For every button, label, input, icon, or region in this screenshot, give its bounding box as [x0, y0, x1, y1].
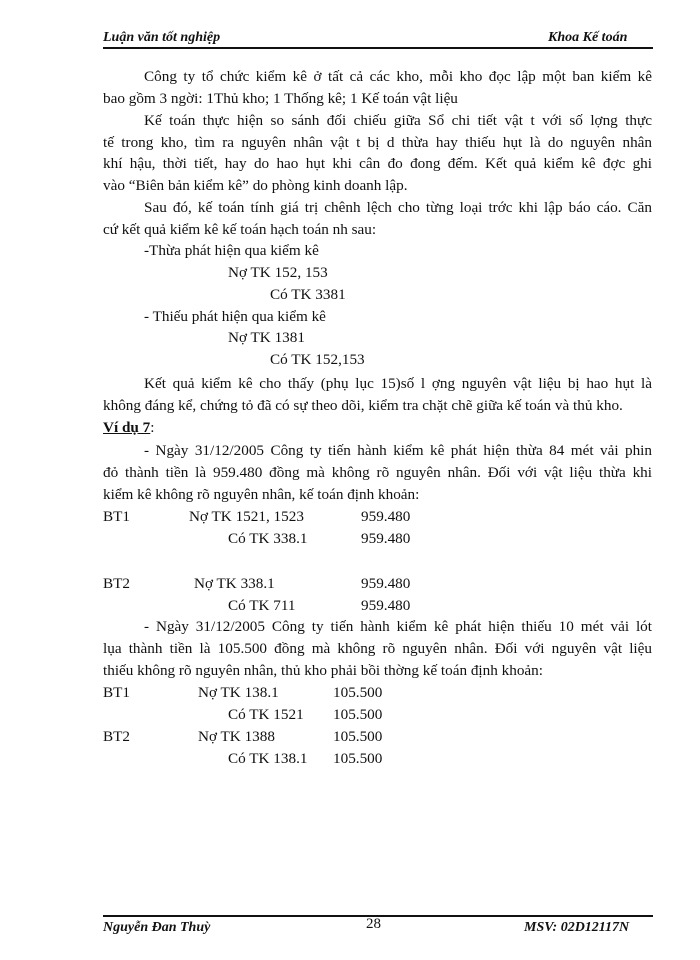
p5-line-2: đỏ thành tiền là 959.480 đồng mà không rõ nguyên nhân. Đối với vật liệu thừa khi	[103, 464, 652, 481]
surplus-credit: Có TK 3381	[270, 286, 346, 303]
surplus-bt2-debit: Nợ TK 338.1	[194, 575, 275, 592]
surplus-bt2-debit-amount: 959.480	[361, 575, 411, 592]
surplus-bt2-credit-amount: 959.480	[361, 597, 411, 614]
p3-line-2: cứ kết quả kiểm kê kế toán hạch toán nh sau:	[103, 221, 377, 238]
surplus-bt1-debit: Nợ TK 1521, 1523	[189, 508, 304, 525]
p5-line-3: kiểm kê không rõ nguyên nhân, kế toán định khoản:	[103, 486, 420, 503]
shortage-bt2-label: BT2	[103, 728, 131, 745]
p4-line-2: không đáng kể, chứng tỏ đã có sự theo dõi, kiểm tra chặt chẽ giữa kế toán và thủ kho.	[103, 397, 623, 414]
example-heading	[103, 418, 155, 438]
shortage-credit: Có TK 152,153	[270, 351, 365, 368]
header-rule	[103, 47, 653, 49]
page-number: 28	[366, 916, 381, 932]
surplus-bt1-label: BT1	[103, 508, 131, 525]
shortage-bt2-debit: Nợ TK 1388	[198, 728, 275, 745]
surplus-bt1-credit: Có TK 338.1	[228, 530, 308, 547]
surplus-label: -Thừa phát hiện qua kiểm kê	[144, 242, 319, 259]
shortage-bt2-debit-amount: 105.500	[333, 728, 383, 745]
surplus-bt1-credit-amount: 959.480	[361, 530, 411, 547]
p1-line-2: bao gồm 3 ngời: 1Thủ kho; 1 Thống kê; 1 Kế toán vật liệu	[103, 90, 458, 107]
shortage-bt1-credit-amount: 105.500	[333, 706, 383, 723]
example-title: Ví dụ 7	[103, 419, 151, 436]
shortage-bt1-label: BT1	[103, 684, 131, 701]
p2-line-3: khí hậu, thời tiết, hay do hao hụt khi cân đo đong đếm. Kết quả kiểm kê đợc ghi	[103, 155, 652, 172]
p2-line-4: vào “Biên bản kiểm kê” do phòng kinh doanh lập.	[103, 177, 408, 194]
p4-line-1: Kết quả kiểm kê cho thấy (phụ lục 15)số l ợng nguyên vật liệu bị hao hụt là	[144, 375, 652, 392]
footer-author: Nguyễn Đan Thuỳ	[103, 920, 211, 935]
p5-line-1: - Ngày 31/12/2005 Công ty tiến hành kiểm kê phát hiện thừa 84 mét vải phin	[144, 442, 652, 459]
shortage-label: - Thiếu phát hiện qua kiểm kê	[144, 308, 326, 325]
shortage-bt1-debit: Nợ TK 138.1	[198, 684, 279, 701]
surplus-debit: Nợ TK 152, 153	[228, 264, 328, 281]
example-colon: :	[150, 419, 155, 436]
shortage-bt2-credit-amount: 105.500	[333, 750, 383, 767]
p3-line-1: Sau đó, kế toán tính giá trị chênh lệch cho từng loại trớc khi lập báo cáo. Căn	[144, 199, 652, 216]
surplus-bt2-credit: Có TK 711	[228, 597, 296, 614]
surplus-bt2-label: BT2	[103, 575, 131, 592]
p6-line-2: lụa thành tiền là 105.500 đồng mà không rõ nguyên nhân. Đối với nguyên vật liệu	[103, 640, 652, 657]
surplus-bt1-debit-amount: 959.480	[361, 508, 411, 525]
footer-student-code: MSV: 02D12117N	[524, 920, 630, 935]
p2-line-1: Kế toán thực hiện so sánh đối chiếu giữa Sổ chi tiết vật t với số lợng thực	[144, 112, 652, 129]
shortage-bt1-debit-amount: 105.500	[333, 684, 383, 701]
p6-line-3: thiếu không rõ nguyên nhân, thủ kho phải bồi thờng kế toán định khoản:	[103, 662, 543, 679]
header-faculty: Khoa Kế toán	[548, 30, 628, 45]
shortage-bt2-credit: Có TK 138.1	[228, 750, 308, 767]
shortage-debit: Nợ TK 1381	[228, 329, 305, 346]
header-thesis-title: Luận văn tốt nghiệp	[103, 30, 221, 45]
p1-line-1: Công ty tổ chức kiểm kê ở tất cả các kho, mỗi kho đọc lập một ban kiểm kê	[144, 68, 652, 85]
p6-line-1: - Ngày 31/12/2005 Công ty tiến hành kiểm kê phát hiện thiếu 10 mét vải lót	[144, 618, 652, 635]
p2-line-2: tế trong kho, tìm ra nguyên nhân vật t bị d thừa hay thiếu hụt là do nguyên nhân	[103, 134, 652, 151]
shortage-bt1-credit: Có TK 1521	[228, 706, 304, 723]
